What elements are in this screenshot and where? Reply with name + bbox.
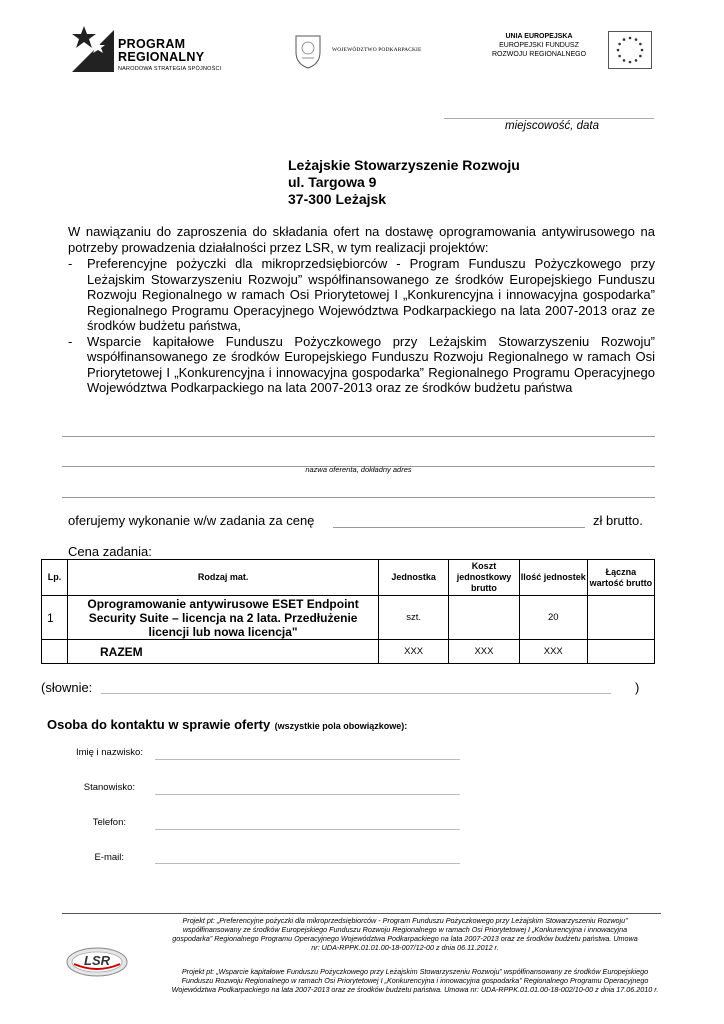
- col-unit: Jednostka: [379, 560, 449, 596]
- cell-sum-unit-cost: XXX: [449, 640, 520, 664]
- coat-of-arms-icon: [292, 32, 324, 70]
- lsr-logo-text: LSR: [84, 953, 110, 968]
- recipient-city: 37-300 Leżajsk: [288, 191, 387, 207]
- cell-sum-total[interactable]: [587, 640, 654, 664]
- offer-suffix: zł brutto.: [593, 513, 643, 528]
- col-qty: Ilość jednostek: [519, 560, 587, 596]
- eu-star-icon: [641, 49, 644, 52]
- field-label-name: Imię i nazwisko:: [75, 747, 143, 758]
- list-dash: -: [68, 333, 73, 349]
- wojewodztwo-label: WOJEWÓDZTWO PODKARPACKIE: [332, 47, 422, 53]
- offer-prefix: oferujemy wykonanie w/w zadania za cenę: [68, 513, 315, 528]
- table-header-row: [42, 560, 655, 596]
- cell-qty: 20: [519, 596, 587, 640]
- offeror-line-1[interactable]: [62, 436, 655, 437]
- eu-star-icon: [623, 38, 626, 41]
- eu-logo: [484, 29, 656, 71]
- phone-input-line[interactable]: [155, 829, 460, 830]
- contact-heading: Osoba do kontaktu w sprawie oferty: [47, 717, 271, 732]
- footer-project-2: Projekt pt: „Wsparcie kapitałowe Funduszu Pożyczkowego przy Leżajskim Stowarzyszeniu Rozwoju” współfinansowany ze środków Europejskiego Funduszu Rozwoju Regionalnego w ramach Osi Priorytetowej I „Konkurencyjna i innowacyjna gospodarka” Regionalnego Programu Operacyjnego Województwa Podkarpackiego na lata 2007-2013 oraz ze środków budżetu państwa. Umowa nr: UDA-RPPK.01.01.00-18-002/10-00 z dnia 17.06.2010 r.: [171, 967, 659, 994]
- field-label-phone: Telefon:: [92, 817, 126, 828]
- eu-star-icon: [629, 37, 632, 40]
- footer-project-1: Projekt pt: „Preferencyjne pożyczki dla mikroprzedsiębiorców - Program Funduszu Pożyczkowego przy Leżajskim Stowarzyszeniu Rozwoju” współfinansowany ze środków Europejskiego Funduszu Rozwoju Regionalnego w ramach Osi Priorytetowej I „Konkurencyjna i innowacyjna gospodarka” Regionalnego Programu Operacyjnego Województwa Podkarpackiego na lata 2007-2013 oraz ze środków budżetu państwa. Umowa nr: UDA-RPPK.01.01.00-18-007/12-00 z dnia 06.11.2012 r.: [172, 916, 638, 952]
- table-sum-row: [42, 640, 655, 664]
- eu-star-icon: [629, 61, 632, 64]
- words-line[interactable]: [101, 693, 611, 694]
- program-regionalny-emblem-icon: [70, 24, 116, 74]
- cell-sum-qty: XXX: [519, 640, 587, 664]
- program-logo-subtitle: NARODOWA STRATEGIA SPÓJNOŚCI: [118, 66, 222, 72]
- eu-line3: ROZWOJU REGIONALNEGO: [491, 51, 587, 58]
- cell-lp: 1: [42, 596, 68, 640]
- cell-sum-label: RAZEM: [68, 640, 379, 664]
- project-item: [68, 256, 655, 334]
- col-total: Łączna wartość brutto: [587, 560, 654, 596]
- cell-empty: [42, 640, 68, 664]
- offer-price-line[interactable]: [333, 527, 585, 528]
- project-item: [68, 334, 655, 396]
- offeror-line-3[interactable]: [62, 497, 655, 498]
- wojewodztwo-logo: [292, 32, 442, 72]
- program-regionalny-logo: [70, 24, 240, 76]
- program-logo-line1: PROGRAM: [118, 37, 186, 51]
- place-date-line[interactable]: [444, 118, 654, 119]
- cell-total[interactable]: [587, 596, 654, 640]
- email-input-line[interactable]: [155, 863, 460, 864]
- offeror-label: nazwa oferenta, dokładny adres: [305, 465, 412, 474]
- col-lp: Lp.: [42, 560, 68, 596]
- eu-star-icon: [617, 49, 620, 52]
- lsr-logo: [66, 946, 128, 978]
- words-close: ): [635, 680, 640, 695]
- eu-star-icon: [635, 59, 638, 62]
- eu-star-icon: [623, 59, 626, 62]
- recipient-street: ul. Targowa 9: [288, 174, 377, 190]
- eu-title: UNIA EUROPEJSKA: [505, 33, 573, 40]
- col-unit-cost: Koszt jednostkowy brutto: [449, 560, 520, 596]
- cell-sum-unit: XXX: [379, 640, 449, 664]
- place-date-label: miejscowość, data: [505, 120, 599, 132]
- col-item: Rodzaj mat.: [68, 560, 379, 596]
- eu-star-icon: [639, 43, 642, 46]
- footer-divider: [62, 913, 661, 914]
- eu-line2: EUROPEJSKI FUNDUSZ: [499, 42, 579, 49]
- list-dash: -: [68, 256, 73, 271]
- project-text: Wsparcie kapitałowe Funduszu Pożyczkowego przy Leżajskim Stowarzyszeniu Rozwoju” współfinansowanego ze środków Europejskiego Funduszu Rozwoju Regionalnego w ramach Osi Priorytetowej I „Konkurencyjna i innowacyjna gospodarka” Regionalnego Programu Operacyjnego Województwa Podkarpackiego na lata 2007-2013 oraz ze środków budżetu państwa: [87, 333, 655, 395]
- recipient-block: [288, 157, 520, 208]
- project-text: Preferencyjne pożyczki dla mikroprzedsiębiorców - Program Funduszu Pożyczkowego przy Leżajskim Stowarzyszeniu Rozwoju” współfinansowanego ze środków Europejskiego Funduszu Rozwoju Regionalnego w ramach Osi Priorytetowej I „Konkurencyjna i innowacyjna gospodarka” Regionalnego Programu Operacyjnego Województwa Podkarpackiego na lata 2007-2013 oraz ze środków budżetu państwa,: [87, 256, 655, 333]
- eu-star-icon: [639, 55, 642, 58]
- position-input-line[interactable]: [155, 794, 460, 795]
- contact-note: (wszystkie pola obowiązkowe):: [274, 721, 408, 731]
- price-heading: Cena zadania:: [68, 544, 152, 559]
- eu-star-icon: [618, 43, 621, 46]
- field-label-position: Stanowisko:: [83, 782, 135, 793]
- recipient-name: Leżajskie Stowarzyszenie Rozwoju: [288, 157, 520, 173]
- words-open: (słownie:: [41, 680, 93, 695]
- project-list: [68, 256, 655, 396]
- contact-heading-block: [47, 716, 407, 734]
- price-table: [41, 559, 655, 664]
- field-label-email: E-mail:: [94, 852, 124, 863]
- cell-unit: szt.: [379, 596, 449, 640]
- program-logo-line2: REGIONALNY: [118, 50, 205, 64]
- intro-paragraph: W nawiązaniu do zaproszenia do składania ofert na dostawę oprogramowania antywirusowego na potrzeby prowadzenia działalności przez LSR, w tym realizacji projektów:: [68, 224, 655, 255]
- cell-item: Oprogramowanie antywirusowe ESET Endpoint Security Suite – licencja na 2 lata. Przedłużenie licencji lub nowa licencja": [68, 596, 379, 640]
- name-input-line[interactable]: [155, 759, 460, 760]
- eu-star-icon: [618, 55, 621, 58]
- eu-flag-icon: [608, 31, 652, 69]
- eu-star-icon: [635, 38, 638, 41]
- table-row: [42, 596, 655, 640]
- cell-unit-cost[interactable]: [449, 596, 520, 640]
